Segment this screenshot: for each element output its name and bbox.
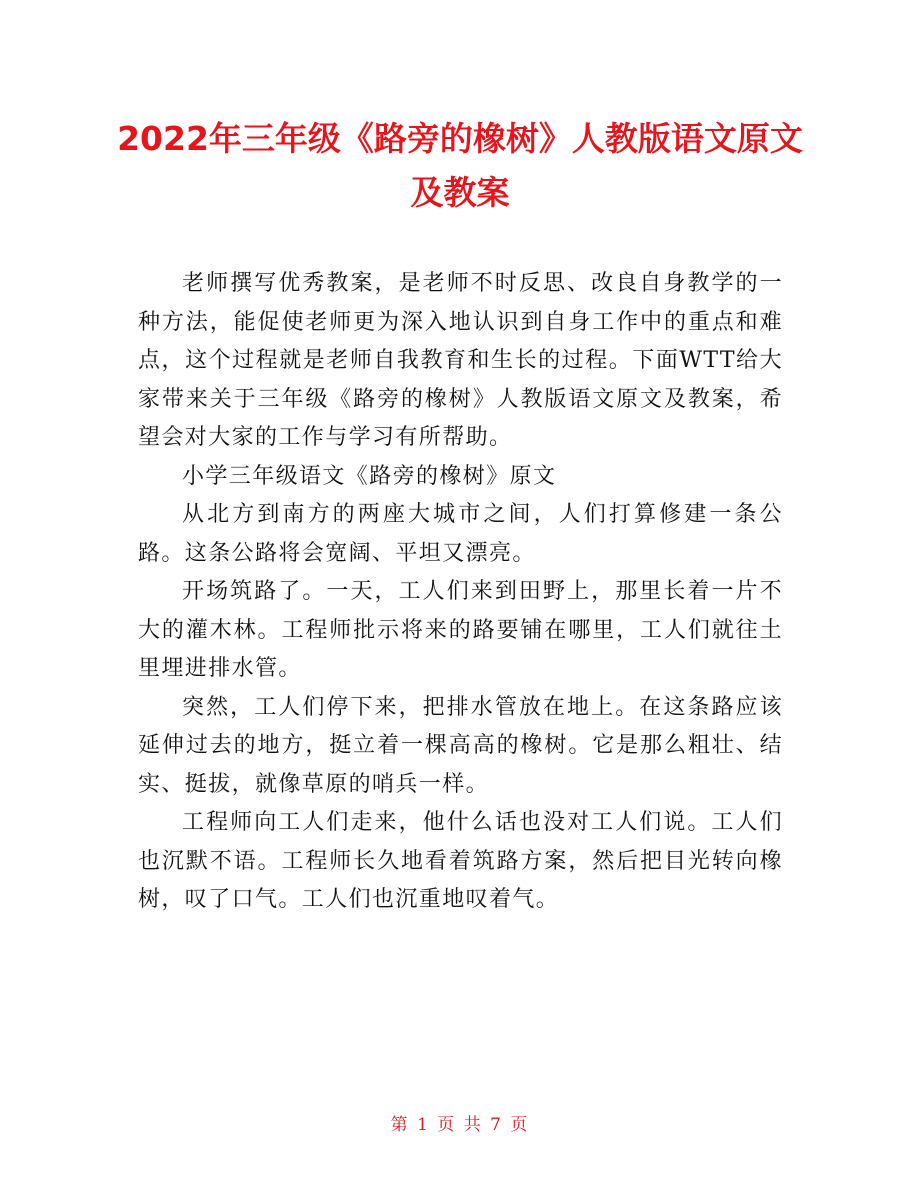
document-title-line-1: 2022年三年级《路旁的橡树》人教版语文原文 — [117, 119, 803, 158]
document-body — [138, 265, 783, 920]
body-paragraph: 突然，工人们停下来，把排水管放在地上。在这条路应该延伸过去的地方，挺立着一棵高高的橡树。它是那么粗壮、结实、挺拔，就像草原的哨兵一样。 — [138, 694, 783, 797]
page-number-footer: 第 1 页 共 7 页 — [390, 1115, 530, 1135]
body-paragraph: 从北方到南方的两座大城市之间，人们打算修建一条公路。这条公路将会宽阔、平坦又漂亮。 — [138, 502, 783, 566]
section-heading: 小学三年级语文《路旁的橡树》原文 — [182, 463, 557, 489]
document-title — [110, 112, 810, 220]
body-paragraph: 工程师向工人们走来，他什么话也没对工人们说。工人们也沉默不语。工程师长久地看着筑路方案，然后把目光转向橡树，叹了口气。工人们也沉重地叹着气。 — [138, 810, 783, 912]
body-paragraph: 开场筑路了。一天，工人们来到田野上，那里长着一片不大的灌木林。工程师批示将来的路要铺在哪里，工人们就往土里埋进排水管。 — [138, 579, 783, 681]
document-title-line-2: 及教案 — [410, 173, 510, 212]
intro-paragraph: 老师撰写优秀教案，是老师不时反思、改良自身教学的一种方法，能促使老师更为深入地认识到自身工作中的重点和难点，这个过程就是老师自我教育和生长的过程。下面WTT给大家带来关于三年级《路旁的橡树》人教版语文原文及教案，希望会对大家的工作与学习有所帮助。 — [138, 271, 783, 450]
